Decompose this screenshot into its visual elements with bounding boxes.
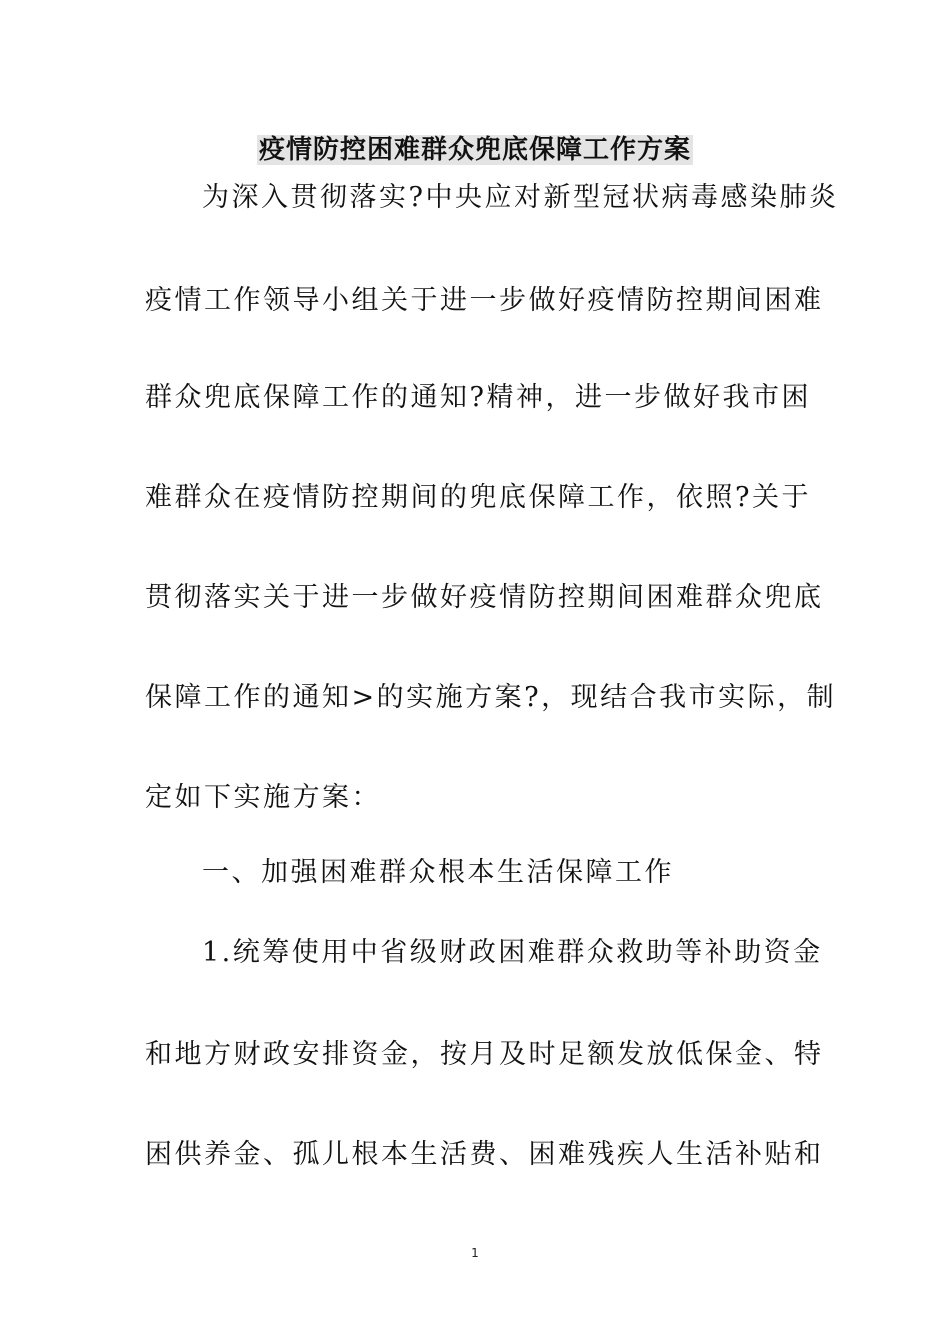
paragraph-line: 困供养金、孤儿根本生活费、困难残疾人生活补贴和 (145, 1139, 824, 1170)
paragraph-line: 为深入贯彻落实?中央应对新型冠状病毒感染肺炎 (202, 182, 839, 213)
paragraph-line: 贯彻落实关于进一步做好疫情防控期间困难群众兜底 (145, 582, 824, 613)
paragraph-line: 保障工作的通知>的实施方案?，现结合我市实际，制 (145, 682, 837, 713)
paragraph-line: 定如下实施方案： (145, 782, 381, 813)
page-number: 1 (471, 1246, 479, 1260)
paragraph-line: 群众兜底保障工作的通知?精神，进一步做好我市困 (145, 382, 811, 413)
document-title-text: 疫情防控困难群众兜底保障工作方案 (258, 135, 691, 165)
section-heading: 一、加强困难群众根本生活保障工作 (202, 857, 674, 888)
paragraph-line: 难群众在疫情防控期间的兜底保障工作，依照?关于 (145, 482, 811, 513)
paragraph-line: 疫情工作领导小组关于进一步做好疫情防控期间困难 (145, 285, 824, 316)
paragraph-line: 和地方财政安排资金，按月及时足额发放低保金、特 (145, 1039, 824, 1070)
paragraph-line: 1.统筹使用中省级财政困难群众救助等补助资金 (202, 937, 823, 968)
document-title (0, 133, 950, 167)
